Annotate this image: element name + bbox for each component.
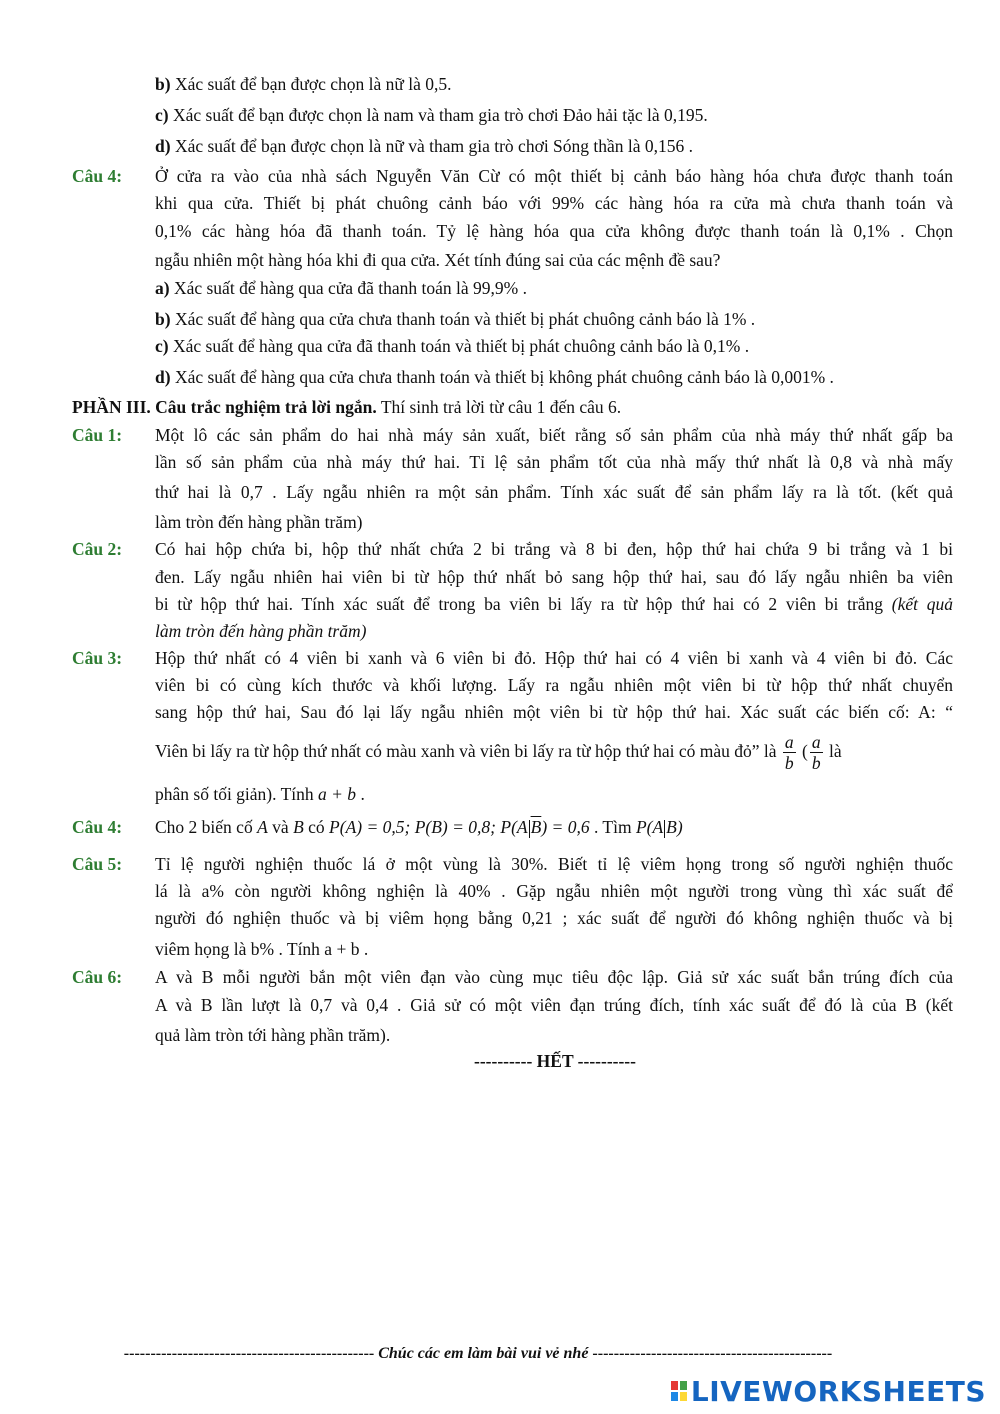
question-text-line: Cho 2 biến cố A và B có P(A) = 0,5; P(B) = 0,8; P(A $\overline{B}) = 0,6$ . Tìm P(A B) [155, 817, 683, 837]
q3-option-d: d) Xác suất để bạn được chọn là nữ và tham gia trò chơi Sóng thần là 0,156 . [155, 136, 694, 156]
question-text-line: thứ hai là 0,7 . Lấy ngẫu nhiên ra một sản phẩm. Tính xác suất để sản phẩm lấy ra là tốt. (kết quả [155, 482, 953, 502]
question-text-line: bi từ hộp thứ hai. Tính xác suất để trong ba viên bi lấy ra từ hộp thứ hai có 2 viên bi trắng (kết quả [155, 594, 954, 614]
question-label: Câu 4: [72, 817, 123, 837]
q4-option-d: d) Xác suất để hàng qua cửa chưa thanh toán và thiết bị không phát chuông cảnh báo là 0,001% . [155, 367, 834, 387]
section-heading: PHẦN III. Câu trắc nghiệm trả lời ngắn. Thí sinh trả lời từ câu 1 đến câu 6. [72, 397, 622, 417]
end-mark: ---------- HẾT ---------- [474, 1051, 636, 1071]
question-label: Câu 5: [72, 854, 123, 874]
grid-icon [670, 1380, 688, 1402]
question-text-line: Có hai hộp chứa bi, hộp thứ nhất chứa 2 bi trắng và 8 bi đen, hộp thứ hai chứa 9 bi trắng và 1 bi [155, 539, 953, 559]
question-text-line: Một lô các sản phẩm do hai nhà máy sản xuất, biết rằng số sản phẩm của nhà máy thứ nhất gấp ba [155, 425, 953, 445]
q4-option-c: c) Xác suất để hàng qua cửa đã thanh toán và thiết bị phát chuông cảnh báo là 0,1% . [155, 336, 750, 356]
question-text-line: Hộp thứ nhất có 4 viên bi xanh và 6 viên bi đỏ. Hộp thứ hai có 4 viên bi xanh và 4 viên bi đỏ. Các [155, 648, 953, 668]
question-text-line: 0,1% các hàng hóa đã thanh toán. Tỷ lệ hàng hóa qua cửa không được thanh toán là 0,1% . Chọn [155, 221, 953, 241]
question-text-line: lá là a% còn người không nghiện là 40% . Gặp ngẫu nhiên một người trong vùng thì xác suất để [155, 881, 953, 901]
question-text-line: khi qua cửa. Thiết bị phát chuông cảnh báo với 99% các hàng hóa ra cửa mà chưa thanh toán và [155, 193, 953, 213]
question-label: Câu 6: [72, 967, 123, 987]
q4-option-b: b) Xác suất để hàng qua cửa chưa thanh toán và thiết bị phát chuông cảnh báo là 1% . [155, 309, 756, 329]
question-text-line: lần số sản phẩm của nhà máy thứ hai. Tỉ lệ sản phẩm tốt của nhà mấy thứ nhất là 0,8 và nhà mấy [155, 452, 953, 472]
q3-option-b: b) Xác suất để bạn được chọn là nữ là 0,5. [155, 74, 452, 94]
question-text-line: A và B mỗi người bắn một viên đạn vào cùng mục tiêu độc lập. Giả sử xác suất bắn trúng đích của [155, 967, 953, 987]
question-text-line: phân số tối giản). Tính a + b . [155, 784, 365, 804]
question-text-line: quả làm tròn tới hàng phần trăm). [155, 1025, 391, 1045]
question-text-line: Ở cửa ra vào của nhà sách Nguyễn Văn Cừ có một thiết bị cảnh báo hàng hóa chưa được thanh toán [155, 166, 953, 186]
q3-option-c: c) Xác suất để bạn được chọn là nam và tham gia trò chơi Đảo hải tặc là 0,195. [155, 105, 708, 125]
question-text-line: Viên bi lấy ra từ hộp thứ nhất có màu xanh và viên bi lấy ra từ hộp thứ hai có màu đỏ” là $\frac{a}{b}$ ( $\frac{a}{b}$ là [155, 732, 842, 774]
question-label: Câu 4: [72, 166, 123, 186]
logo-text: LIVEWORKSHEETS [690, 1374, 986, 1408]
fraction: $\frac{a}{b}$ [784, 732, 794, 774]
question-label: Câu 1: [72, 425, 123, 445]
question-text-line: đen. Lấy ngẫu nhiên hai viên bi từ hộp thứ nhất bỏ sang hộp thứ hai, sau đó lấy ngẫu nhiên ba viên [155, 567, 953, 587]
footer-message: ----------------------------------------------- Chúc các em làm bài vui vẻ nhé --------------------------------------------- [123, 1345, 833, 1362]
grid-cell [679, 1391, 688, 1402]
question-label: Câu 2: [72, 539, 123, 559]
question-text-line: làm tròn đến hàng phần trăm) [155, 512, 363, 532]
liveworksheets-logo[interactable] [670, 1376, 986, 1406]
q4-option-a: a) Xác suất để hàng qua cửa đã thanh toán là 99,9% . [155, 278, 527, 298]
question-text-line: viên bi có cùng kích thước và khối lượng. Lấy ra ngẫu nhiên một viên bi từ hộp thứ nhất chuyển [155, 675, 953, 695]
question-text-line: sang hộp thứ hai, Sau đó lại lấy ngẫu nhiên một viên bi từ hộp thứ hai. Xác suất các biến cố: A: “ [155, 702, 953, 722]
question-text-line: ngẫu nhiên một hàng hóa khi đi qua cửa. Xét tính đúng sai của các mệnh đề sau? [155, 250, 721, 270]
fraction: $\frac{a}{b}$ [811, 732, 821, 774]
grid-cell [670, 1391, 679, 1402]
question-text-line: viêm họng là b% . Tính a + b . [155, 939, 369, 959]
grid-cell [679, 1380, 688, 1391]
question-label: Câu 3: [72, 648, 123, 668]
question-text-line: người đó nghiện thuốc và bị viêm họng bằng 0,21 ; xác suất để người đó không nghiện thuốc và bị [155, 908, 953, 928]
question-text-line: làm tròn đến hàng phần trăm) [155, 621, 367, 641]
question-text-line: Tỉ lệ người nghiện thuốc lá ở một vùng là 30%. Biết tỉ lệ viêm họng trong số người nghiện thuốc [155, 854, 953, 874]
question-text-line: A và B lần lượt là 0,7 và 0,4 . Giả sử có một viên đạn trúng đích, tính xác suất để đó là của B (kết [155, 995, 953, 1015]
grid-cell [670, 1380, 679, 1391]
